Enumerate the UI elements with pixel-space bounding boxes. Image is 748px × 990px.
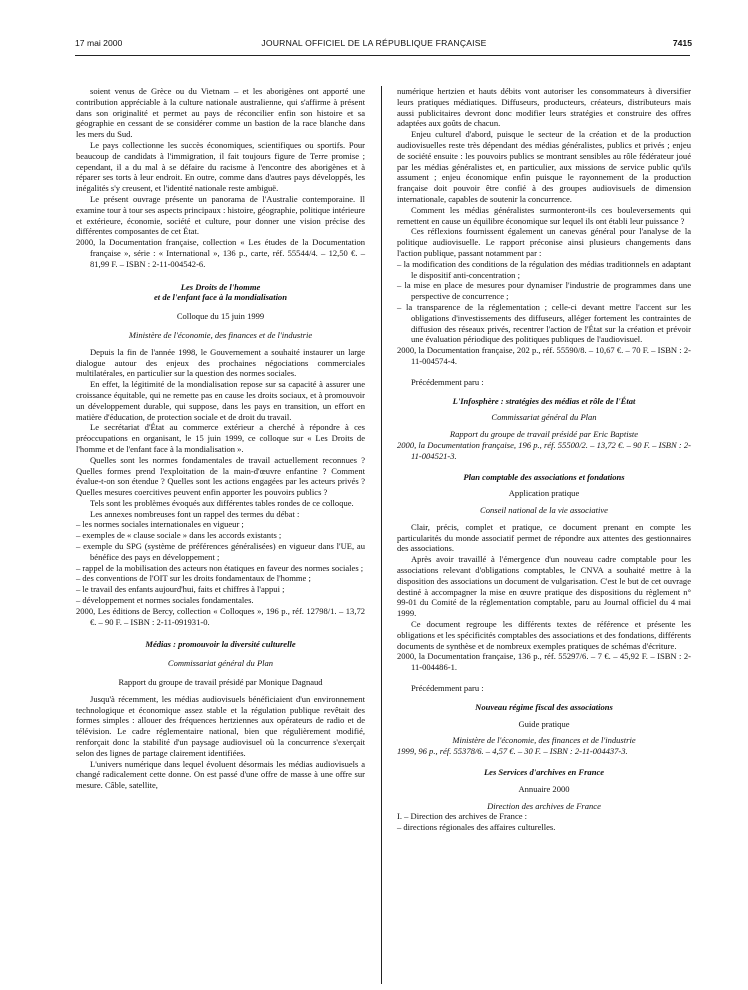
regime-fiscal-reference: 1999, 96 p., réf. 55378/6. – 4,57 €. – 30 F. – ISBN : 2-11-004437-3. <box>397 746 628 757</box>
medias-list-item: – la transparence de la réglementation ; celle-ci devant mettre l'accent sur les obligations d'investissements des diffuseurs, alléger fortement les contraintes de diffusion des réseaux privés, recentrer l'action de l'État sur la création et prévoir une évaluation périodique des politiques publiques de l'audiovisuel. <box>397 301 691 345</box>
regime-fiscal-subtitle: Guide pratique <box>518 718 570 729</box>
infosphere-reference: 2000, la Documentation française, 196 p., réf. 55500/2. – 13,72 €. – 90 F. – ISBN : 2-11-004521-3. <box>397 439 691 461</box>
archives-title: Les Services d'archives en France <box>483 767 605 778</box>
right-column <box>397 86 691 833</box>
header-page-number: 7415 <box>672 38 692 48</box>
droits-list-item: – exemples de « clause sociale » dans les accords existants ; <box>76 530 282 541</box>
australia-paragraph-3: Le présent ouvrage présente un panorama de l'Australie contemporaine. Il examine tour à tour ses aspects principaux : histoire, géographie, politique intérieure et extérieure, économie, société et culture, pour donner une vision précise des différentes composantes de cet État. <box>76 193 365 237</box>
medias-title: Médias : promouvoir la diversité culturelle <box>145 639 296 650</box>
previously-published-label: Précédemment paru : <box>411 376 484 387</box>
plan-comptable-paragraph-1: Clair, précis, complet et pratique, ce document prenant en compte les particularités du monde associatif permet de répondre aux attentes des gestionnaires des associations. <box>397 521 691 554</box>
droits-paragraph-2: En effet, la légitimité de la mondialisation repose sur sa capacité à assurer une croissance équitable, qui ne remette pas en cause les droits sociaux, et à promouvoir un développement durable, qui suppose, dans les pays en transition, un effort en matière d'éducation, de protection sociale et de droit du travail. <box>76 379 365 422</box>
droits-ministry: Ministère de l'économie, des finances et de l'industrie <box>128 329 313 340</box>
droits-title-line-1: Les Droits de l'homme <box>180 281 261 292</box>
medias-commissariat: Commissariat général du Plan <box>167 658 274 669</box>
medias-reference: 2000, la Documentation française, 202 p., réf. 55590/8. – 10,67 €. – 70 F. – ISBN : 2-11-004574-4. <box>397 345 691 366</box>
plan-comptable-subtitle: Application pratique <box>508 488 580 499</box>
australia-paragraph-2: Le pays collectionne les succès économiques, scientifiques ou sportifs. Pour beaucoup de candidats à l'immigration, il fait toujours figure de Terre promise ; cependant, il a du mal à se défaire du racisme à l'encontre des aborigènes et à réparer ses torts à leur endroit. En outre, comme dans d'autres pays développés, les inégalités s'y creusent, et l'identité nationale reste ambiguë. <box>76 139 365 194</box>
plan-comptable-title: Plan comptable des associations et fondations <box>463 471 625 482</box>
droits-paragraph-4: Quelles sont les normes fondamentales de travail actuellement reconnues ? Quelles formes prend l'exploitation de la main-d'œuvre enfantine ? Comment évalue-t-on son étendue ? Quelles sont les actions engagées par les acteurs privés ? Quelles mesures coercitives peuvent enfin apporter les pouvoirs publics ? <box>76 454 365 498</box>
plan-comptable-paragraph-3: Ce document regroupe les différents textes de référence et présente les obligations et les spécificités comptables des associations et des fondations, différents documents de synthèse et de nombreux exemples pratiques de schémas d'écriture. <box>397 619 691 651</box>
medias-paragraph-1: Jusqu'à récemment, les médias audiovisuels bénéficiaient d'un environnement technologique et économique assez stable et la régulation publique revêtait des formes simples : allouer des fréquences hertziennes aux opérateurs de radio et de télévision. Le cadre réglementaire national, bien que régulièrement modifié, renforçait donc la stabilité d'un paysage audiovisuel où la concurrence s'exerçait selon des lignes de partage clairement identifiées. <box>76 693 365 758</box>
droits-paragraph-6: Les annexes nombreuses font un rappel des termes du débat : <box>90 508 300 519</box>
plan-comptable-reference: 2000, la Documentation française, 136 p., réf. 55297/6. – 7 €. – 45,92 F. – ISBN : 2-11-004486-1. <box>397 651 691 673</box>
header-date: 17 mai 2000 <box>75 38 123 48</box>
plan-comptable-conseil: Conseil national de la vie associative <box>480 505 608 516</box>
droits-paragraph-1: Depuis la fin de l'année 1998, le Gouvernement a souhaité instaurer un large dialogue autour des enjeux des prochaines négociations commerciales multilatérales, en particulier sur la question des normes sociales. <box>76 346 365 379</box>
column-divider <box>381 86 382 984</box>
droits-list-item: – des conventions de l'OIT sur les droits fondamentaux de l'homme ; <box>76 573 311 584</box>
header-rule <box>75 55 690 56</box>
medias-list-item: – la modification des conditions de la régulation des médias traditionnels en adaptant le dispositif anti-concentration ; <box>397 258 691 280</box>
droits-list-item: – développement et normes sociales fondamentales. <box>76 595 254 606</box>
australia-reference: 2000, la Documentation française, collection « Les études de la Documentation française », série : « International », 136 p., carte, réf. 55544/4. – 12,50 €. – 81,99 F. – ISBN : 2-11-004542-6. <box>76 237 365 269</box>
droits-list-item: – les normes sociales internationales en vigueur ; <box>76 519 244 530</box>
droits-list-item: – le travail des enfants aujourd'hui, faits et chiffres à l'appui ; <box>76 584 285 595</box>
infosphere-commissariat: Commissariat général du Plan <box>491 412 597 423</box>
droits-reference: 2000, Les éditions de Bercy, collection « Colloques », 196 p., réf. 12798/1. – 13,72 €. – 90 F. – ISBN : 2-11-091931-0. <box>76 605 365 627</box>
australia-paragraph-1: soient venus de Grèce ou du Vietnam – et les aborigènes ont apporté une contribution appréciable à la culture nationale australienne, qui s'affirme à présent dans son originalité et permet au pays de réconcilier enfin son histoire et sa géographie en cessant de se considérer comme un bastion de la race blanche dans les mers du Sud. <box>76 86 365 140</box>
archives-subtitle: Annuaire 2000 <box>518 783 570 794</box>
archives-list-item: I. – Direction des archives de France : <box>397 811 528 822</box>
previously-published-label: Précédemment paru : <box>411 683 484 694</box>
droits-list-item: – rappel de la mobilisation des acteurs non étatiques en faveur des normes sociales ; <box>76 562 364 573</box>
medias-continued-paragraph-2: Enjeu culturel d'abord, puisque le secteur de la création et de la production audiovisuelles reste très dépendant des médias généralistes, publics et privés ; enjeu de société ensuite : les pouvoirs publics se montrant sensibles au rôle fédérateur joué par les médias généralistes et, en particulier, aux missions de service public qu'ils assument ; enjeu économique enfin puisque le rayonnement de la production française doit pouvoir être confié à des groupes audiovisuels de dimension internationale, capables de soutenir la concurrence. <box>397 129 691 204</box>
droits-paragraph-5: Tels sont les problèmes évoqués aux différentes tables rondes de ce colloque. <box>90 497 354 508</box>
left-column <box>76 86 365 791</box>
droits-title-line-2: et de l'enfant face à la mondialisation <box>154 292 287 303</box>
droits-subtitle: Colloque du 15 juin 1999 <box>176 311 265 322</box>
header-journal-title: JOURNAL OFFICIEL DE LA RÉPUBLIQUE FRANÇAISE <box>261 38 487 48</box>
medias-continued-paragraph-1: numérique hertzien et hauts débits vont autoriser les consommateurs à diversifier leurs pratiques médiatiques. Diffuseurs, producteurs, créateurs, distributeurs mais aussi publicitaires devront donc modifier leurs stratégies et construire des offres adaptées aux goûts de chacun. <box>397 86 691 129</box>
medias-report: Rapport du groupe de travail présidé par Monique Dagnaud <box>118 677 323 688</box>
archives-list-item: – directions régionales des affaires culturelles. <box>397 822 556 833</box>
infosphere-report: Rapport du groupe de travail présidé par Eric Baptiste <box>449 429 639 440</box>
plan-comptable-paragraph-2: Après avoir travaillé à l'émergence d'un nouveau cadre comptable pour les associations relevant d'obligations comptables, le CNVA a souhaité mettre à la disposition des associations un document de vulgarisation. C'est le but de cet ouvrage destiné à accompagner la mise en œuvre pratique des dispositions du règlement n° 99-01 du Comité de la réglementation comptable, paru au Journal officiel du 4 mai 1999. <box>397 554 691 619</box>
medias-list-item: – la mise en place de mesures pour dynamiser l'industrie de programmes dans une perspective de concurrence ; <box>397 280 691 302</box>
infosphere-title: L'Infosphère : stratégies des médias et rôle de l'État <box>452 395 636 406</box>
regime-fiscal-title: Nouveau régime fiscal des associations <box>475 701 613 712</box>
page-header <box>0 38 748 52</box>
medias-continued-paragraph-4: Ces réflexions fournissent également un canevas général pour l'analyse de la politique audiovisuelle. Le rapport préconise ainsi plusieurs changements dans l'action publique, passant notamment par : <box>397 226 691 258</box>
droits-paragraph-3: Le secrétariat d'État au commerce extérieur a cherché à répondre à ces préoccupations en organisant, le 15 juin 1999, ce colloque sur « Les Droits de l'homme et de l'enfant face à la mondialisation ». <box>76 422 365 454</box>
medias-continued-paragraph-3: Comment les médias généralistes surmonteront-ils ces bouleversements qui remettent en cause un équilibre économique sur lequel ils ont établi leur puissance ? <box>397 204 691 226</box>
archives-direction: Direction des archives de France <box>487 800 601 811</box>
droits-list-item: – exemple du SPG (système de préférences généralisées) en vigueur dans l'UE, au bénéfice des pays en développement ; <box>76 541 365 562</box>
medias-paragraph-2: L'univers numérique dans lequel évoluent désormais les médias audiovisuels a changé radicalement cette donne. On est passé d'une offre de masse à une offre sur mesure. Câble, satellite, <box>76 758 365 791</box>
regime-fiscal-ministry: Ministère de l'économie, des finances et de l'industrie <box>452 735 636 746</box>
